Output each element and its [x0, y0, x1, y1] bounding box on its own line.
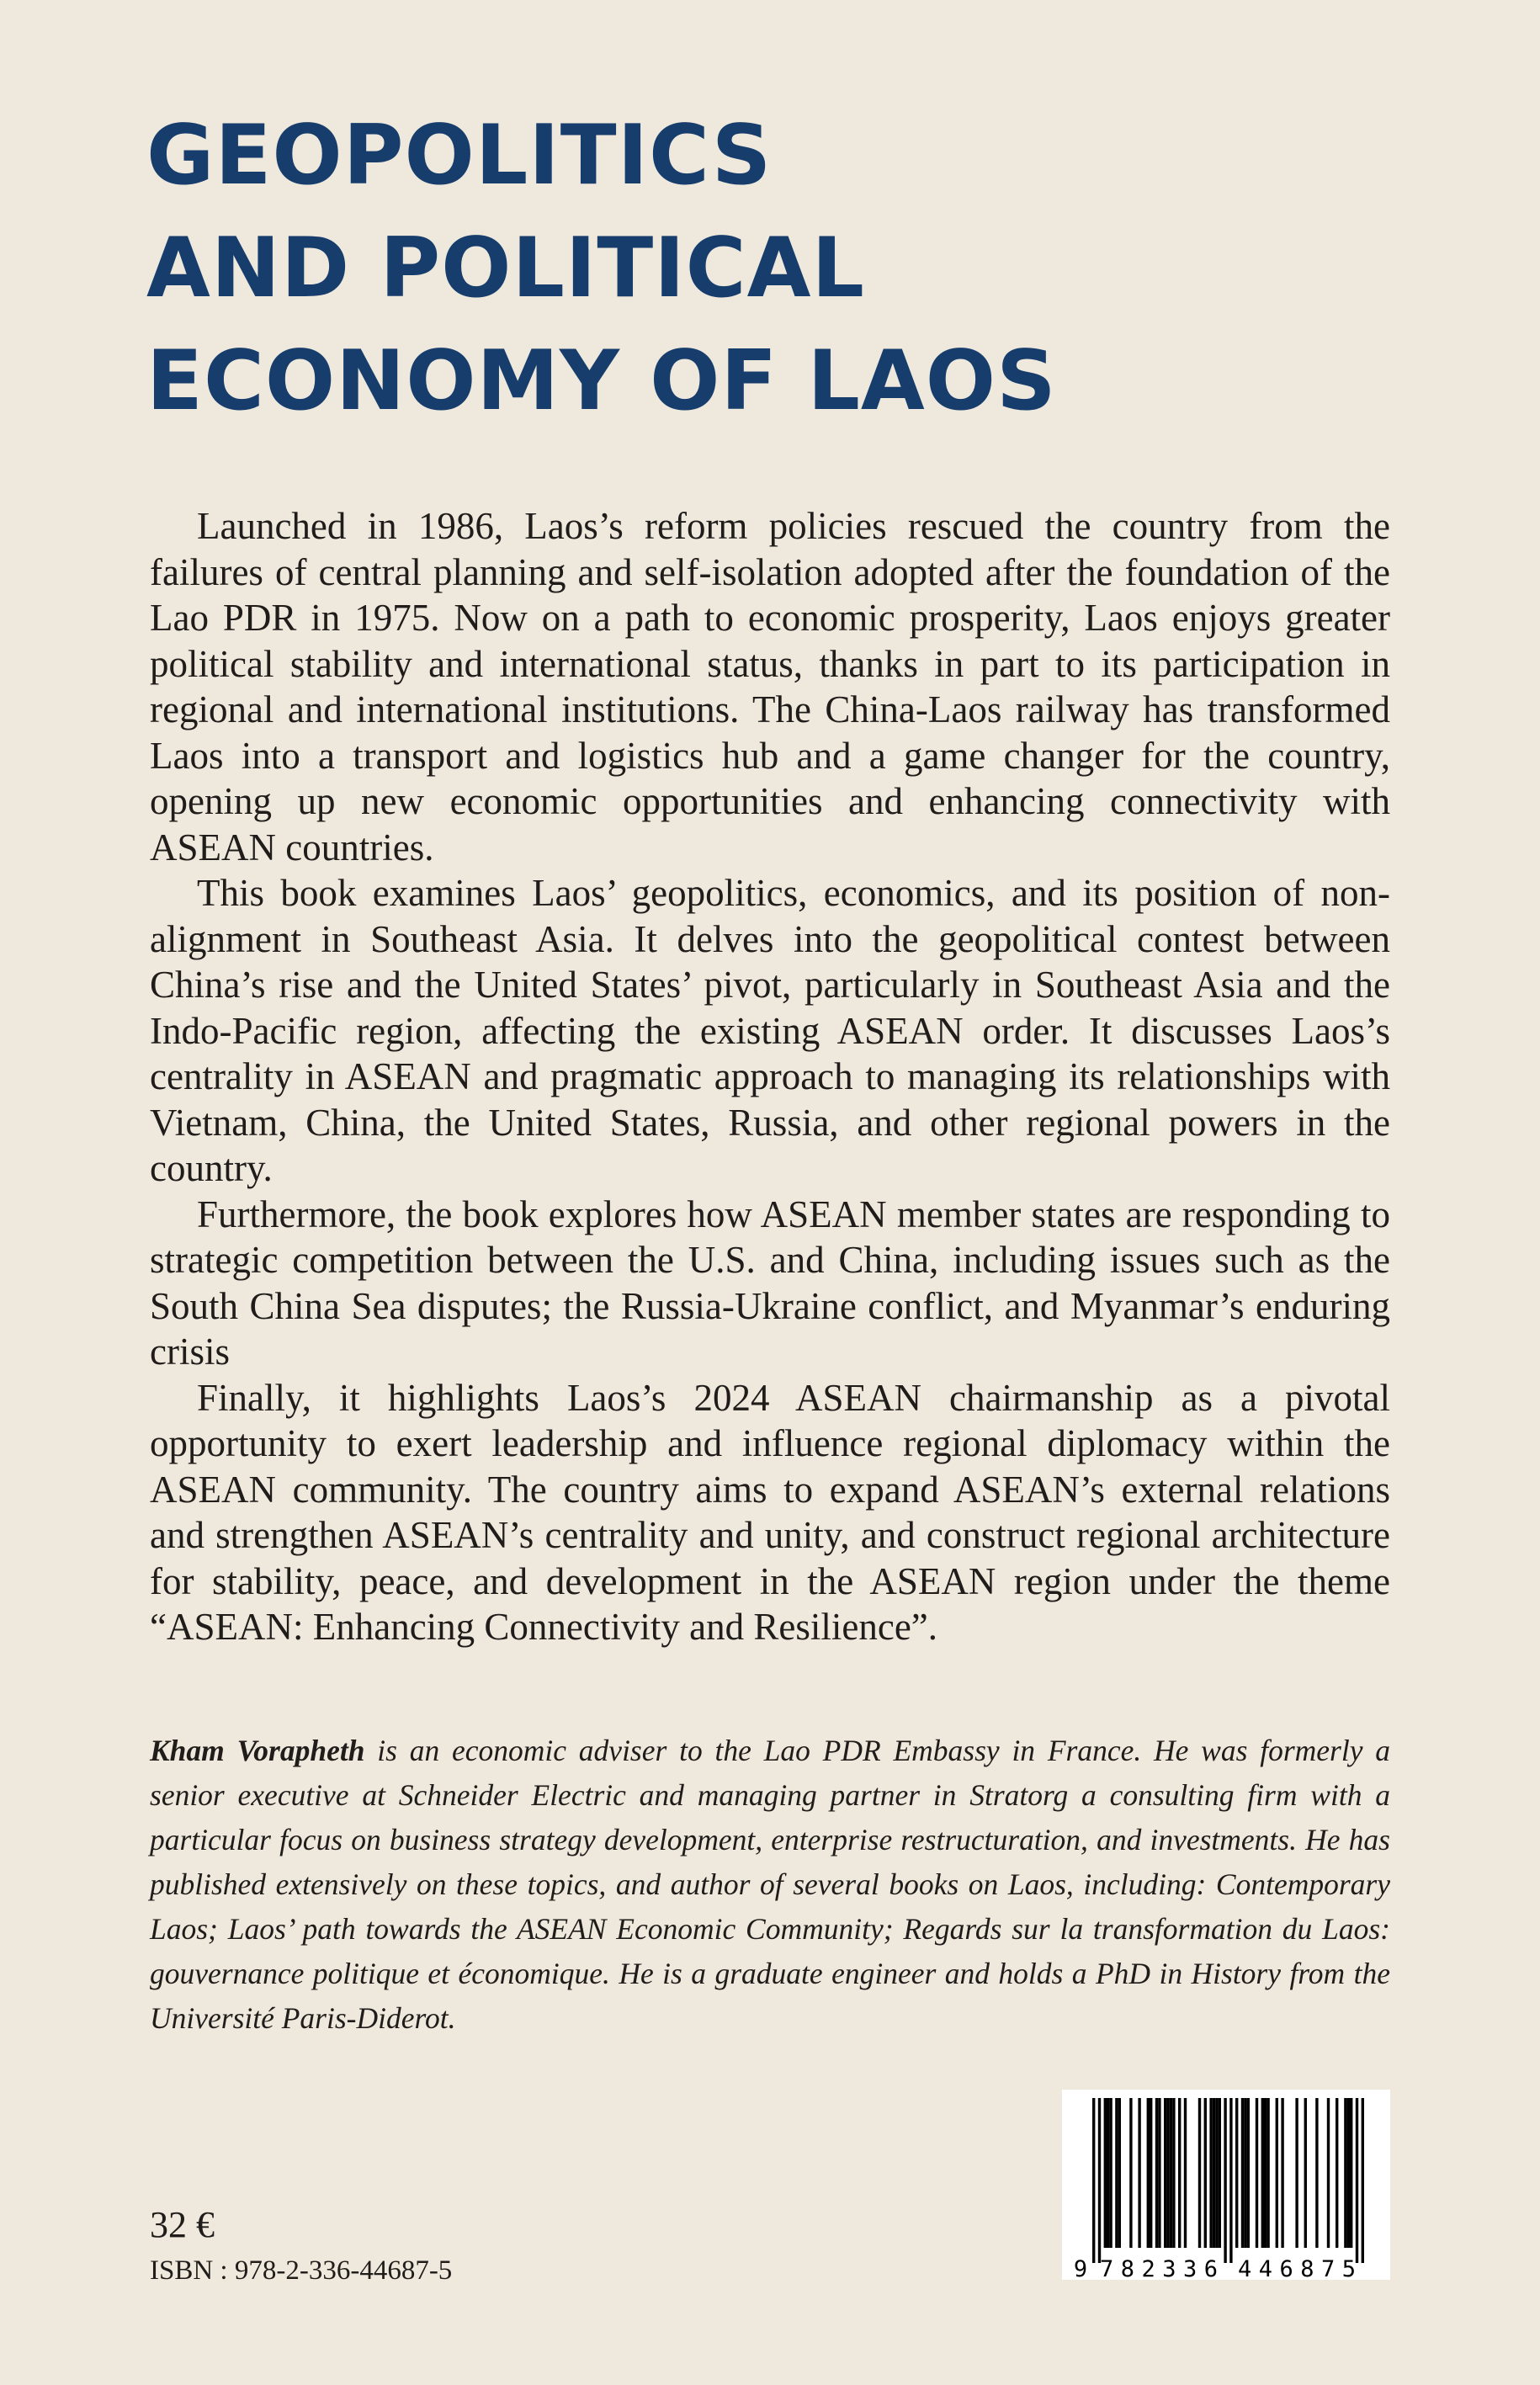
- barcode-bar: [1241, 2098, 1244, 2248]
- author-name: Kham Vorapheth: [150, 1734, 365, 1767]
- barcode-bar: [1256, 2098, 1258, 2248]
- barcode-bar: [1172, 2098, 1175, 2248]
- title-line-1: GEOPOLITICS: [146, 108, 773, 204]
- barcode-bar: [1267, 2098, 1269, 2248]
- barcode-right-digits: 446875: [1238, 2256, 1356, 2280]
- barcode-bar: [1118, 2098, 1121, 2248]
- description-paragraph-3: Furthermore, the book explores how ASEAN member states are responding to strategic competition between the U.S. and China, including issues such as the South China Sea disputes; the Russia-Ukraine conflict, and Myanmar’s enduring crisis: [150, 1192, 1390, 1373]
- description-paragraph-1: Launched in 1986, Laos’s reform policies rescued the country from the failures of central planning and self-isolation adopted after the foundation of the Lao PDR in 1975. Now on a path to economic prosperity, Laos enjoys greater political stability and international status, thanks in part to its participation in regional and international institutions. The China-Laos railway has transformed Laos into a transport and logistics hub and a game changer for the country, opening up new economic opportunities and enhancing connectivity with ASEAN countries.: [150, 505, 1390, 868]
- barcode-bar: [1155, 2098, 1158, 2248]
- barcode-bar: [1235, 2098, 1238, 2248]
- barcode-bar: [1138, 2098, 1140, 2248]
- barcode-bar: [1170, 2098, 1172, 2248]
- barcode-bar: [1356, 2098, 1358, 2263]
- barcode-bar: [1261, 2098, 1264, 2248]
- description-paragraph-2: This book examines Laos’ geopolitics, economics, and its position of non-alignment in Southeast Asia. It delves into the geopolitical contest between China’s rise and the United States’ pivot, particularly in Southeast Asia and the Indo-Pacific region, affecting the existing ASEAN order. It discusses Laos’s centrality in ASEAN and pragmatic approach to managing its relationships with Vietnam, China, the United States, Russia, and other regional powers in the country.: [150, 872, 1390, 1189]
- barcode-bar: [1092, 2098, 1095, 2263]
- barcode-bar: [1104, 2098, 1107, 2248]
- barcode-bar: [1281, 2098, 1283, 2248]
- barcode-bar: [1115, 2098, 1118, 2248]
- barcode-bar: [1178, 2098, 1181, 2248]
- barcode-bar: [1209, 2098, 1212, 2248]
- barcode: [1062, 2090, 1390, 2280]
- barcode-bar: [1264, 2098, 1267, 2248]
- barcode-bar: [1198, 2098, 1201, 2248]
- barcode-bar: [1109, 2098, 1112, 2248]
- author-bio-text: is an economic adviser to the Lao PDR Embassy in France. He was formerly a senior executive at Schneider Electric and managing partner in Stratorg a consulting firm with a particular focus on business strategy development, enterprise restructuration, and investments. He has published extensively on these topics, and author of several books on Laos, including: Contemporary Laos; Laos’ path towards the ASEAN Economic Community; Regards sur la transformation du Laos: gouvernance politique et économique. He is a graduate engineer and holds a PhD in History from the Université Paris-Diderot.: [150, 1734, 1390, 2035]
- barcode-graphic: [1062, 2090, 1390, 2280]
- barcode-bar: [1336, 2098, 1338, 2248]
- barcode-bar: [1276, 2098, 1278, 2248]
- barcode-bar: [1304, 2098, 1307, 2248]
- barcode-first-digit: 9: [1073, 2256, 1088, 2280]
- barcode-bar: [1164, 2098, 1166, 2248]
- barcode-bar: [1147, 2098, 1150, 2248]
- barcode-bar: [1224, 2098, 1226, 2263]
- description-paragraph-4: Finally, it highlights Laos’s 2024 ASEAN chairmanship as a pivotal opportunity to exert leadership and influence regional diplomacy within the ASEAN community. The country aims to expand ASEAN’s external relations and strengthen ASEAN’s centrality and unity, and construct regional architecture for stability, peace, and development in the ASEAN region under the theme “ASEAN: Enhancing Connectivity and Resilience”.: [150, 1376, 1390, 1648]
- title-line-3: ECONOMY OF LAOS: [146, 333, 1057, 429]
- barcode-bar: [1204, 2098, 1207, 2248]
- price: 32 €: [150, 2204, 215, 2245]
- barcode-bar: [1295, 2098, 1298, 2248]
- barcode-bar: [1362, 2098, 1364, 2263]
- barcode-bar: [1327, 2098, 1330, 2248]
- author-bio: [150, 1729, 1390, 2041]
- barcode-bar: [1213, 2098, 1215, 2248]
- barcode-bar: [1129, 2098, 1132, 2248]
- barcode-bar: [1098, 2098, 1101, 2263]
- barcode-bar: [1229, 2098, 1232, 2263]
- barcode-bar: [1315, 2098, 1318, 2248]
- book-description: [150, 503, 1390, 1650]
- barcode-bar: [1344, 2098, 1346, 2248]
- barcode-left-digits: 782336: [1100, 2256, 1218, 2280]
- title-line-2: AND POLITICAL: [146, 220, 865, 316]
- barcode-bar: [1184, 2098, 1187, 2248]
- barcode-bar: [1166, 2098, 1169, 2248]
- barcode-bar: [1247, 2098, 1250, 2248]
- isbn: ISBN : 978-2-336-44687-5: [150, 2255, 453, 2286]
- barcode-bar: [1215, 2098, 1218, 2248]
- barcode-bar: [1107, 2098, 1109, 2248]
- barcode-bar: [1350, 2098, 1352, 2248]
- barcode-bar: [1150, 2098, 1152, 2248]
- book-title: [146, 99, 1325, 438]
- barcode-bar: [1347, 2098, 1350, 2248]
- barcode-bar: [1219, 2098, 1221, 2248]
- barcode-bar: [1244, 2098, 1246, 2248]
- barcode-bar: [1158, 2098, 1160, 2248]
